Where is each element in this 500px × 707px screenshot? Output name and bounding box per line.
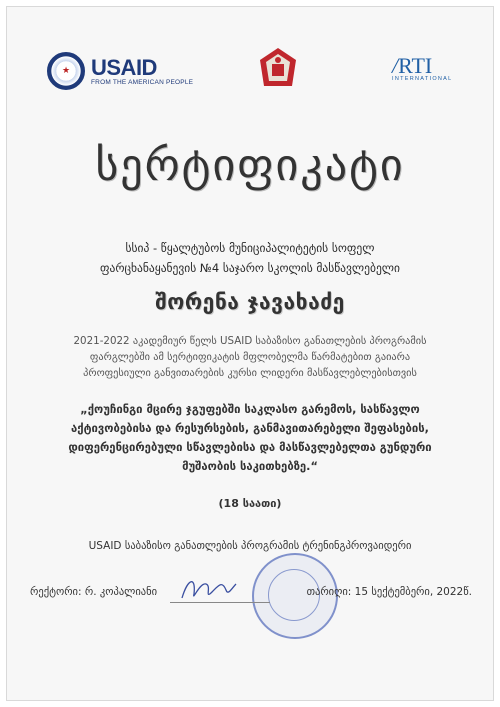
usaid-seal-icon: ★	[47, 52, 85, 90]
description-line-2: ფარგლებში ამ სერტიფიკატის მფლობელმა წარმატებით გაიარა	[89, 351, 411, 363]
course-line-2: აქტივობებისა და რესურსების, განმავითარებელი შეფასების,	[71, 422, 429, 435]
organization-line-1: სსიპ - წყალტუბოს მუნიციპალიტეტის სოფელ	[125, 241, 375, 255]
description-line-1: 2021-2022 აკადემიურ წელს USAID საბაზისო განათლების პროგრამის	[73, 335, 427, 347]
program-provider: USAID საბაზისო განათლების პროგრამის ტრენინგპროვაიდერი	[88, 540, 412, 552]
rti-tagline: INTERNATIONAL	[392, 76, 453, 82]
course-hours: (18 საათი)	[218, 497, 282, 510]
organization-line-2: ფარცხანაყანევის №4 საჯარო სკოლის მასწავლებელი	[100, 261, 400, 275]
usaid-tagline: FROM THE AMERICAN PEOPLE	[91, 78, 194, 86]
rti-logo	[392, 53, 453, 82]
usaid-logo	[47, 52, 193, 90]
usaid-wordmark: USAID	[91, 54, 157, 80]
certificate-title: სერტიფიკატი	[95, 140, 405, 191]
rector-label: რექტორი: რ. კოპალიანი	[30, 586, 158, 598]
course-title	[0, 400, 500, 476]
recipient-name: შორენა ჯავახაძე	[155, 290, 345, 314]
signature-row	[30, 580, 480, 610]
center-emblem-icon	[258, 46, 298, 90]
issue-date: თარიღი: 15 სექტემბერი, 2022წ.	[306, 586, 472, 598]
course-line-1: „ქოუჩინგი მცირე ჯგუფებში საკლასო გარემოს, სასწავლო	[80, 403, 420, 416]
course-line-3: დიფერენცირებული სწავლებისა და მასწავლებელთა გუნდური	[68, 441, 432, 454]
description-line-3: პროფესიული განვითარების კურსი ლიდერი მასწავლებლებისთვის	[83, 367, 417, 379]
course-line-4: მუშაობის საკითხებზე.“	[182, 460, 318, 473]
signature-line	[170, 602, 270, 603]
rti-wordmark: /RTI	[392, 53, 433, 78]
description	[0, 333, 500, 381]
logo-bar	[0, 44, 500, 94]
organization	[0, 238, 500, 278]
